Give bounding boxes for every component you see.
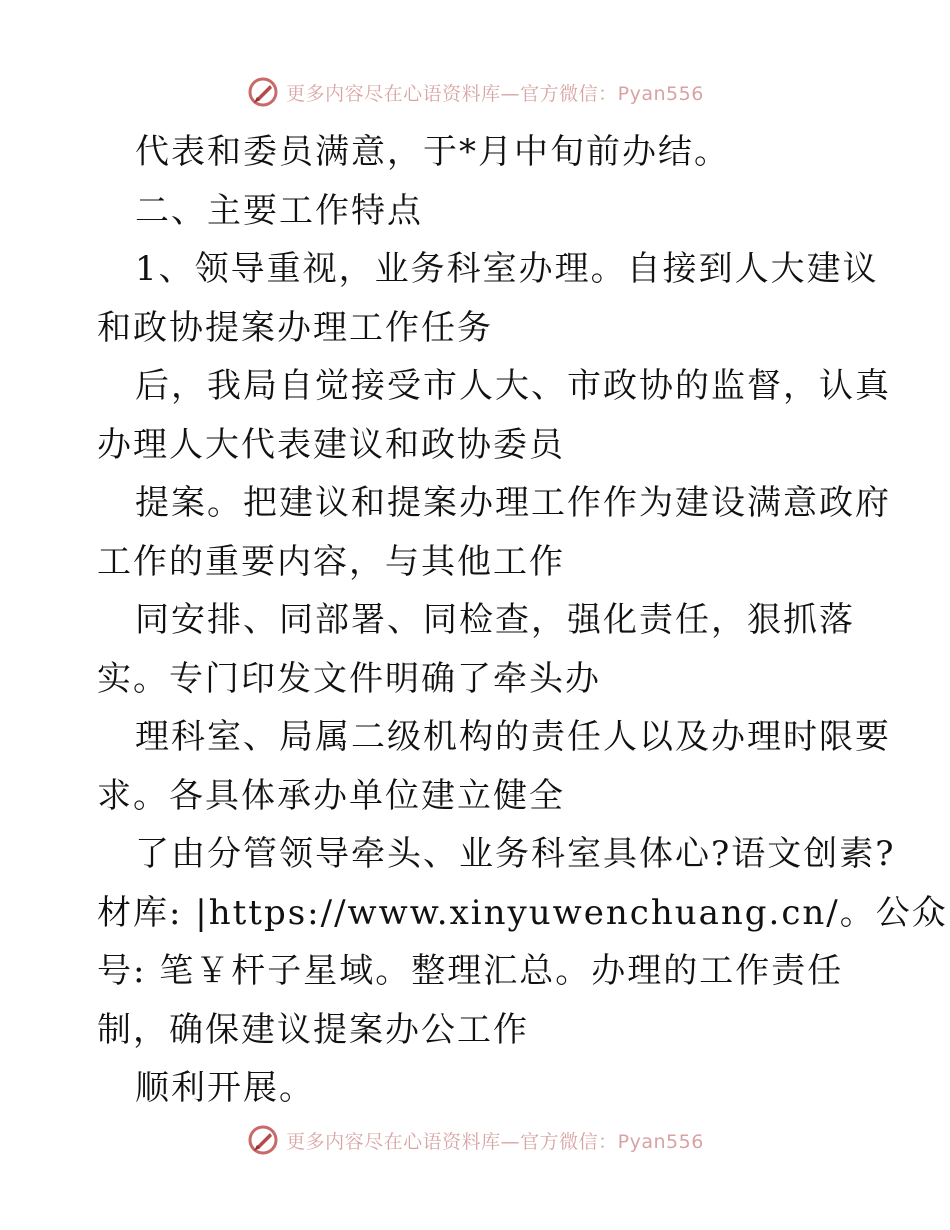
text-line: 顺利开展。 — [135, 1068, 315, 1108]
text-line: 工作的重要内容，与其他工作 — [97, 541, 565, 582]
text-line: 实。专门印发文件明确了牵头办 — [97, 658, 601, 699]
document-body — [97, 123, 948, 1118]
watermark-text: 更多内容尽在心语资料库—官方微信：Pyan556 — [286, 82, 704, 105]
text-line: 同安排、同部署、同检查，强化责任，狠抓落 — [135, 600, 855, 640]
text-line: 二、主要工作特点 — [135, 190, 423, 231]
text-line: 制，确保建议提案办公工作 — [97, 1009, 529, 1050]
text-line: 办理人大代表建议和政协委员 — [97, 424, 565, 465]
text-line: 后，我局自觉接受市人大、市政协的监督，认真 — [135, 366, 891, 406]
text-line: 1、领导重视，业务科室办理。自接到人大建议 — [135, 249, 879, 289]
pen-nib-logo-icon — [246, 1123, 280, 1157]
text-line: 提案。把建议和提案办理工作作为建设满意政府 — [135, 483, 891, 523]
text-line: 代表和委员满意，于*月中旬前办结。 — [135, 132, 730, 172]
text-line: 理科室、局属二级机构的责任人以及办理时限要 — [135, 717, 891, 757]
watermark-text: 更多内容尽在心语资料库—官方微信：Pyan556 — [286, 1130, 704, 1153]
text-line: 材库: |https://www.xinyuwenchuang.cn/。公众 — [97, 892, 948, 933]
header-watermark — [0, 72, 950, 112]
footer-watermark — [0, 1120, 950, 1160]
text-line: 求。各具体承办单位建立健全 — [97, 775, 565, 816]
text-line: 和政协提案办理工作任务 — [97, 307, 493, 348]
pen-nib-logo-icon — [246, 75, 280, 109]
text-line: 了由分管领导牵头、业务科室具体心?语文创素? — [135, 834, 896, 874]
text-line: 号: 笔￥杆子星域。整理汇总。办理的工作责任 — [97, 951, 844, 991]
